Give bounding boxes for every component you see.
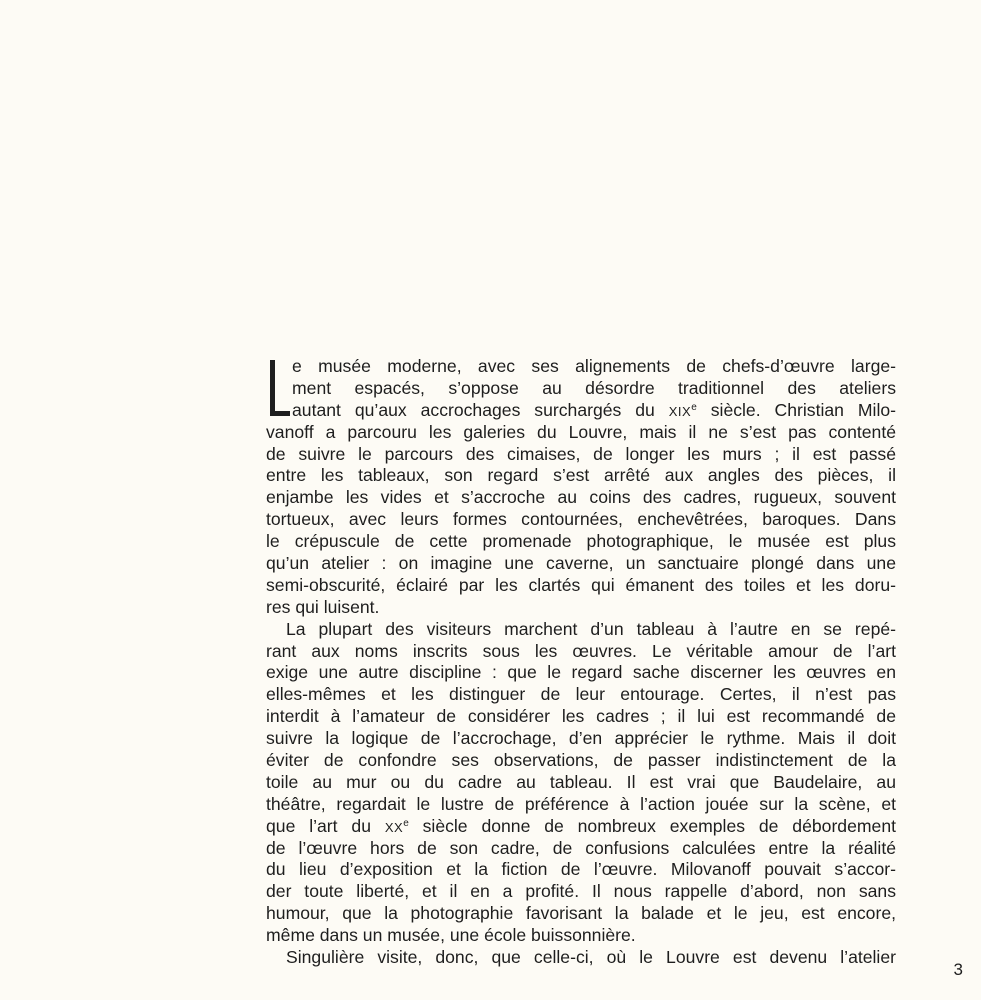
text-line: Singulière visite, donc, que celle-ci, où le Louvre est devenu l’atelier <box>286 947 896 968</box>
century-numeral: XIX <box>668 403 692 419</box>
text-line: tortueux, avec leurs formes contournées, enchevêtrées, baroques. Dans <box>266 509 896 530</box>
paragraph-2 <box>266 619 896 947</box>
text-line: vanoff a parcouru les galeries du Louvre, mais il ne s’est pas contenté <box>266 421 896 442</box>
article-text <box>266 356 896 969</box>
text-line: enjambe les vides et s’accroche au coins des cadres, rugueux, souvent <box>266 487 896 508</box>
text-line: rant aux noms inscrits sous les œuvres. Le véritable amour de l’art <box>266 640 896 661</box>
text-line: res qui luisent. <box>266 596 380 617</box>
text-line: le crépuscule de cette promenade photographique, le musée est plus <box>266 531 896 552</box>
text-line: théâtre, regardait le lustre de préférence à l’action jouée sur la scène, et <box>266 793 896 814</box>
text-line: der toute liberté, et il en a profité. Il nous rappelle d’abord, non sans <box>266 881 896 902</box>
text-line: humour, que la photographie favorisant la balade et le jeu, est encore, <box>266 903 896 924</box>
text-line: autant qu’aux accrochages surchargés du XIXe siècle. Christian Milo- <box>292 399 897 420</box>
text-line: même dans un musée, une école buissonnière. <box>266 925 636 946</box>
text-line: suivre la logique de l’accrochage, d’en apprécier le rythme. Mais il doit <box>266 728 896 749</box>
text-line: ment espacés, s’oppose au désordre traditionnel des ateliers <box>292 377 896 398</box>
text-line: de l’œuvre hors de son cadre, de confusions calculées entre la réalité <box>266 837 896 858</box>
paragraph-3 <box>266 947 896 969</box>
text-line: toile au mur ou du cadre au tableau. Il est vrai que Baudelaire, au <box>266 771 896 792</box>
text-line: La plupart des visiteurs marchent d’un tableau à l’autre en se repé- <box>286 618 896 639</box>
text-line: semi-obscurité, éclairé par les clartés qui émanent des toiles et les doru- <box>266 574 896 595</box>
text-line: du lieu d’exposition et la fiction de l’œuvre. Milovanoff pouvait s’accor- <box>266 859 896 880</box>
text-line: que l’art du XXe siècle donne de nombreux exemples de débordement <box>266 815 896 836</box>
paragraph-1 <box>266 356 896 619</box>
text-line: exige une autre discipline : que le regard sache discerner les œuvres en <box>266 662 896 683</box>
text-line: interdit à l’amateur de considérer les cadres ; il lui est recommandé de <box>266 706 896 727</box>
text-line: e musée moderne, avec ses alignements de chefs-d’œuvre large- <box>292 356 896 376</box>
text-line: entre les tableaux, son regard s’est arrêté aux angles des pièces, il <box>266 465 896 486</box>
text-line: elles-mêmes et les distinguer de leur entourage. Certes, il n’est pas <box>266 684 896 705</box>
text-line: de suivre le parcours des cimaises, de longer les murs ; il est passé <box>266 443 896 464</box>
drop-cap-letter <box>268 360 290 416</box>
text-line: qu’un atelier : on imagine une caverne, un sanctuaire plongé dans une <box>266 553 896 574</box>
page-number: 3 <box>953 960 963 979</box>
century-numeral: XX <box>384 819 404 835</box>
text-line: éviter de confondre ses observations, de passer indistinctement de la <box>266 750 896 771</box>
